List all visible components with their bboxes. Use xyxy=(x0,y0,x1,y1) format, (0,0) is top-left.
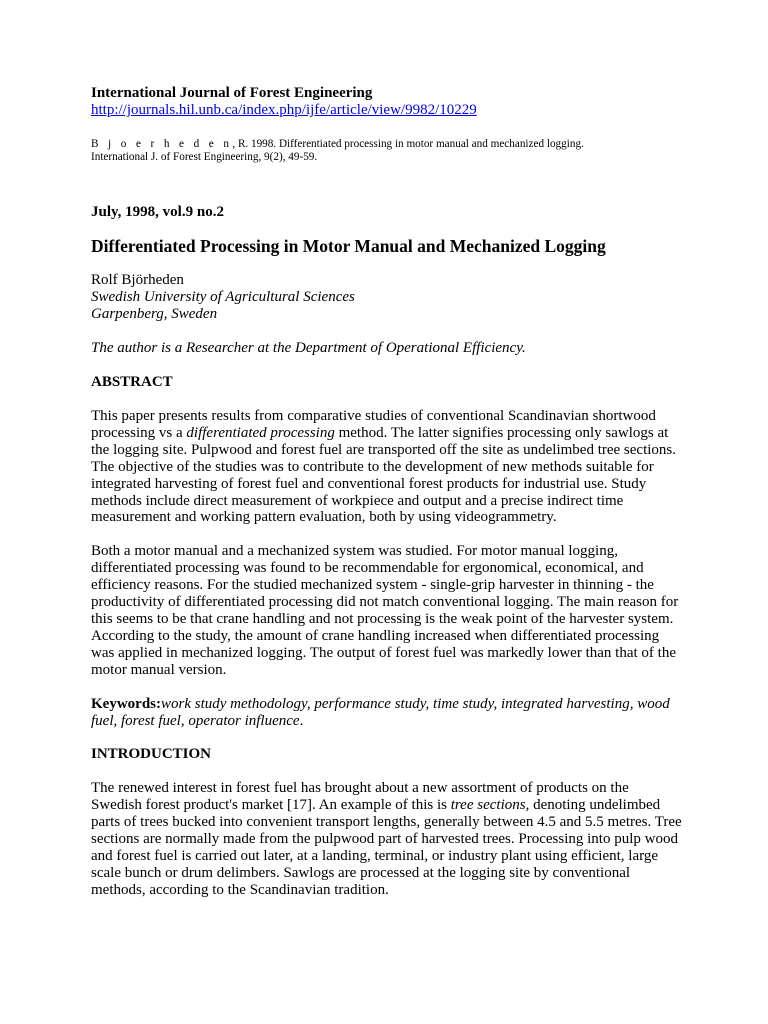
author-note: The author is a Researcher at the Department of Operational Efficiency. xyxy=(91,340,526,356)
abstract-p1-emphasis: differentiated processing xyxy=(186,424,335,441)
journal-url-link[interactable]: http://journals.hil.unb.ca/index.php/ijfe/article/view/9982/10229 xyxy=(91,102,477,118)
intro-p1-after: , denoting undelimbed parts of trees bucked into convenient transport lengths, generally between 4.5 and 5.5 metres. Tree sections are normally made from the pulpwood part of harvested trees. Processing into pulp wood and forest fuel is carried out later, at a landing, terminal, or industry plant using efficient, large scale bunch or drum delimbers. Sawlogs are processed at the logging site by conventional methods, according to the Scandinavian tradition. xyxy=(91,797,682,898)
article-page xyxy=(91,85,683,899)
abstract-p1-before: This paper presents results from comparative studies of conventional Scandinavian shortwood processing vs a xyxy=(91,408,656,441)
author-name: Rolf Björheden xyxy=(91,272,184,288)
journal-title: International Journal of Forest Engineering xyxy=(91,85,373,101)
issue-date-volume: July, 1998, vol.9 no.2 xyxy=(91,204,224,220)
citation-rest: , R. 1998. Differentiated processing in motor manual and mechanized logging. xyxy=(232,138,584,150)
keywords-line xyxy=(91,696,683,730)
author-affiliation: Swedish University of Agricultural Sciences xyxy=(91,289,355,305)
keywords-period: . xyxy=(299,712,304,729)
author-location: Garpenberg, Sweden xyxy=(91,306,218,322)
abstract-heading: ABSTRACT xyxy=(91,374,173,390)
author-block xyxy=(91,272,683,323)
paper-title: Differentiated Processing in Motor Manual and Mechanized Logging xyxy=(91,236,606,256)
abstract-paragraph-1 xyxy=(91,408,683,526)
citation-author: B j o e r h e d e n xyxy=(91,138,233,150)
intro-p1-before: The renewed interest in forest fuel has brought about a new assortment of products on the Swedish forest product's market [17]. An example of this is xyxy=(91,780,629,814)
keywords-label: Keywords: xyxy=(91,695,161,712)
introduction-heading: INTRODUCTION xyxy=(91,746,212,763)
citation-source: International J. of Forest Engineering, 9(2), 49-59. xyxy=(91,151,318,163)
abstract-p1-after: method. The latter signifies processing only sawlogs at the logging site. Pulpwood and forest fuel are transported off the site as undelimbed tree sections. The objective of the studies was to contribute to the development of new methods suitable for integrated harvesting of forest fuel and conventional forest products for industrial use. Study methods include direct measurement of workpiece and output and a precise indirect time measurement and working pattern evaluation, both by using videogrammetry. xyxy=(91,424,676,526)
introduction-paragraph-1 xyxy=(91,780,683,898)
abstract-paragraph-2: Both a motor manual and a mechanized system was studied. For motor manual logging, differentiated processing was found to be recommendable for ergonomical, economical, and efficiency reasons. For the studied mechanized system - single-grip harvester in thinning - the productivity of differentiated processing did not match conventional logging. The main reason for this seems to be that crane handling and not processing is the weak point of the harvester system. According to the study, the amount of crane handling increased when differentiated processing was applied in mechanized logging. The output of forest fuel was markedly lower than that of the motor manual version. xyxy=(91,543,679,678)
intro-p1-emphasis: tree sections xyxy=(450,797,526,814)
keywords-values: work study methodology, performance study, time study, integrated harvesting, wood fuel, forest fuel, operator influence xyxy=(91,695,670,729)
citation xyxy=(91,138,683,164)
